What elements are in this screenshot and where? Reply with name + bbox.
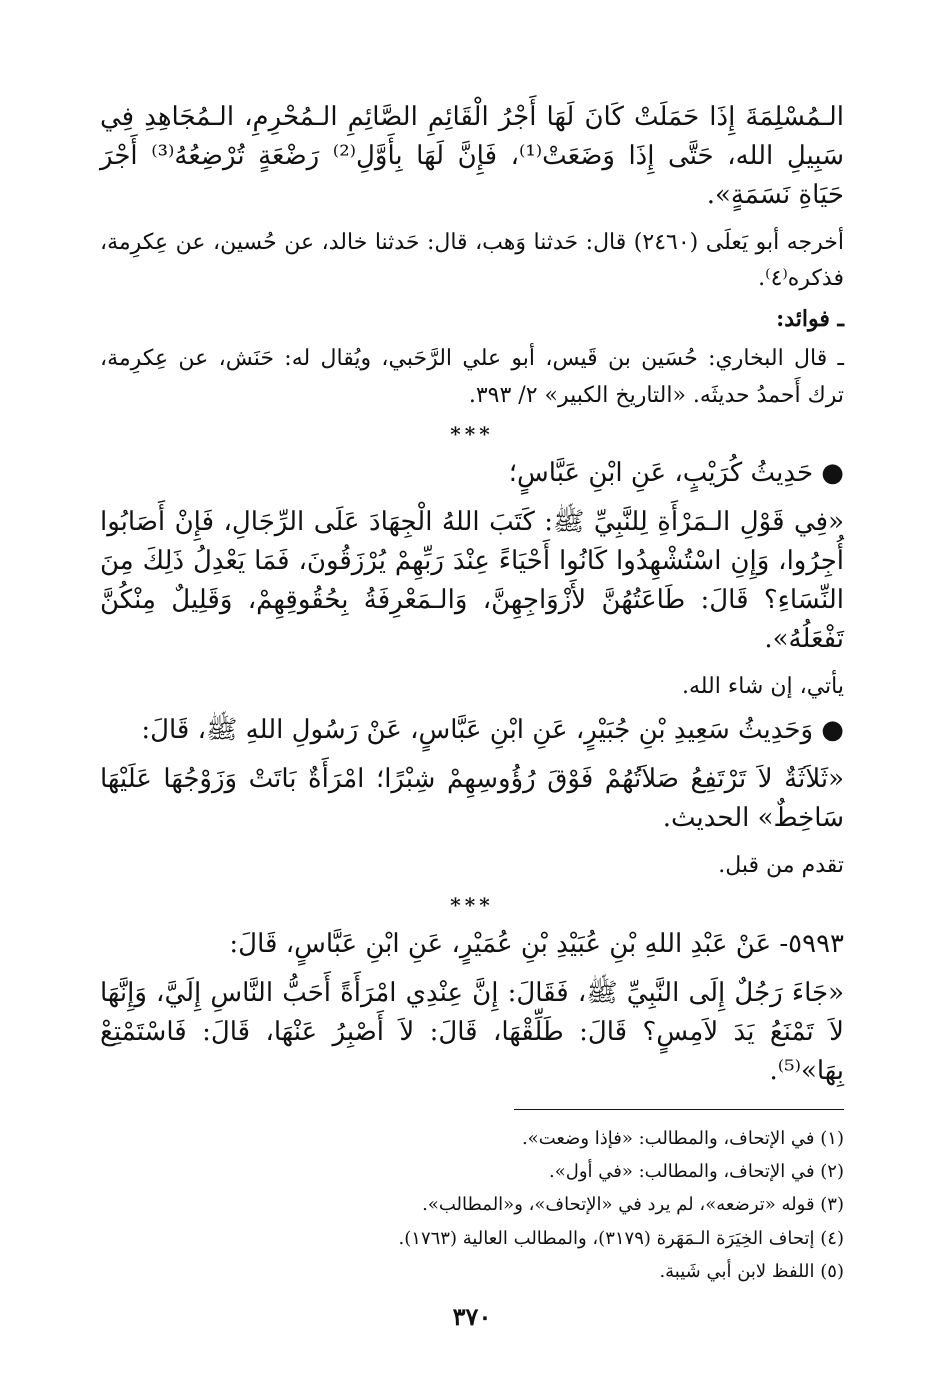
takhrij-text: أخرجه أبو يَعلَى (٢٤٦٠) قال: حَدثنا وَهب، قال: حَدثنا خالد، عن حُسين، عن عِكرِمة، فذكره⁽٤⁾. [100,230,845,292]
footnote-4: (٤) إتحاف الخِيَرَة الـمَهَرة (٣١٧٩)، والمطالب العالية (١٧٦٣). [398,1227,844,1249]
page-body [100,98,844,1288]
footnote-3: (٣) قوله «ترضعه»، لم يرد في «الإتحاف»، و«المطالب». [422,1194,844,1216]
footnote-2: (٢) في الإتحاف، والمطالب: «في أول». [549,1160,844,1182]
footnotes [100,1122,844,1288]
page-number: ٣٧٠ [452,1302,492,1331]
footnote-divider [514,1109,844,1110]
footnote-5: (٥) اللفظ لابن أبي شَيبة. [659,1260,844,1282]
hadith-text-5993: «جَاءَ رَجُلٌ إِلَى النَّبِيِّ ﷺ، فَقَالَ: إِنَّ عِنْدِي امْرَأَةً أَحَبُّ النَّاسِ إِلَيَّ، وَإِنَّهَا لاَ تَمْنَعُ يَدَ لاَمِسٍ؟ قَالَ: طَلِّقْهَا، قَالَ: لاَ أَصْبِرُ عَنْهَا، قَالَ: فَاسْتَمْتِعْ بِهَا»⁽⁵⁾. [100,977,844,1086]
footnote-1: (١) في الإتحاف، والمطالب: «فإذا وضعت». [521,1127,844,1149]
reference-note-previous: تقدم من قبل. [718,853,844,879]
hadith-text-saeed: «ثَلاَثَةٌ لاَ تَرْتَفِعُ صَلاَتُهُمْ فَوْقَ رُؤُوسِهِمْ شِبْرًا؛ امْرَأَةٌ بَاتَتْ وَزَوْجُهَا عَلَيْهَا سَاخِطٌ» الحديث. [100,764,844,834]
section-separator: *** [450,892,494,917]
section-separator: *** [450,422,494,447]
hadith-heading-5993: ٥٩٩٣- عَنْ عَبْدِ اللهِ بْنِ عُبَيْدِ بْنِ عُمَيْرٍ، عَنِ ابْنِ عَبَّاسٍ، قَالَ: [229,928,844,959]
hadith-heading-saeed: ● وَحَدِيثُ سَعِيدِ بْنِ جُبَيْرٍ، عَنِ ابْنِ عَبَّاسٍ، عَنْ رَسُولِ اللهِ ﷺ، قَالَ: [141,715,844,746]
section-heading-fawaid: ـ فوائد: [776,305,844,332]
hadith-heading-kurayb: ● حَدِيثُ كُرَيْبٍ، عَنِ ابْنِ عَبَّاسٍ؛ [508,458,844,489]
hadith-text-kurayb: «فِي قَوْلِ الـمَرْأَةِ لِلنَّبِيِّ ﷺ: كَتَبَ اللهُ الْجِهَادَ عَلَى الرِّجَالِ، فَإِنْ أَصَابُوا أُجِرُوا، وَإِنِ اسْتُشْهِدُوا كَانُوا أَحْيَاءً عِنْدَ رَبِّهِمْ يُرْزَقُونَ، فَمَا يَعْدِلُ ذَلِكَ مِنَ النِّسَاءِ؟ قَالَ: طَاعَتُهُنَّ لأَزْوَاجِهِنَّ، وَالـمَعْرِفَةُ بِحُقُوقِهِمْ، وَقَلِيلٌ مِنْكُنَّ تَفْعَلُهُ». [100,507,844,655]
fawaid-text: ـ قال البخاري: حُسَين بن قَيس، أبو علي الرَّحَبي، ويُقال له: حَنَش، عن عِكرِمة، ترك أَحمدُ حديثَه. «التاريخ الكبير» ٢/ ٣٩٣. [100,346,844,408]
hadith-text-continued: الـمُسْلِمَةَ إِذَا حَمَلَتْ كَانَ لَهَا أَجْرُ الْقَائِمِ الصَّائِمِ الـمُحْرِمِ، الـمُجَاهِدِ فِي سَبِيلِ الله، حَتَّى إِذَا وَضَعَتْ⁽¹⁾، فَإِنَّ لَهَا بِأَوَّلِ⁽²⁾ رَضْعَةٍ تُرْضِعُهُ⁽³⁾ أَجْرَ حَيَاةِ نَسَمَةٍ». [100,102,844,210]
reference-note: يأتي، إن شاء الله. [681,674,844,700]
